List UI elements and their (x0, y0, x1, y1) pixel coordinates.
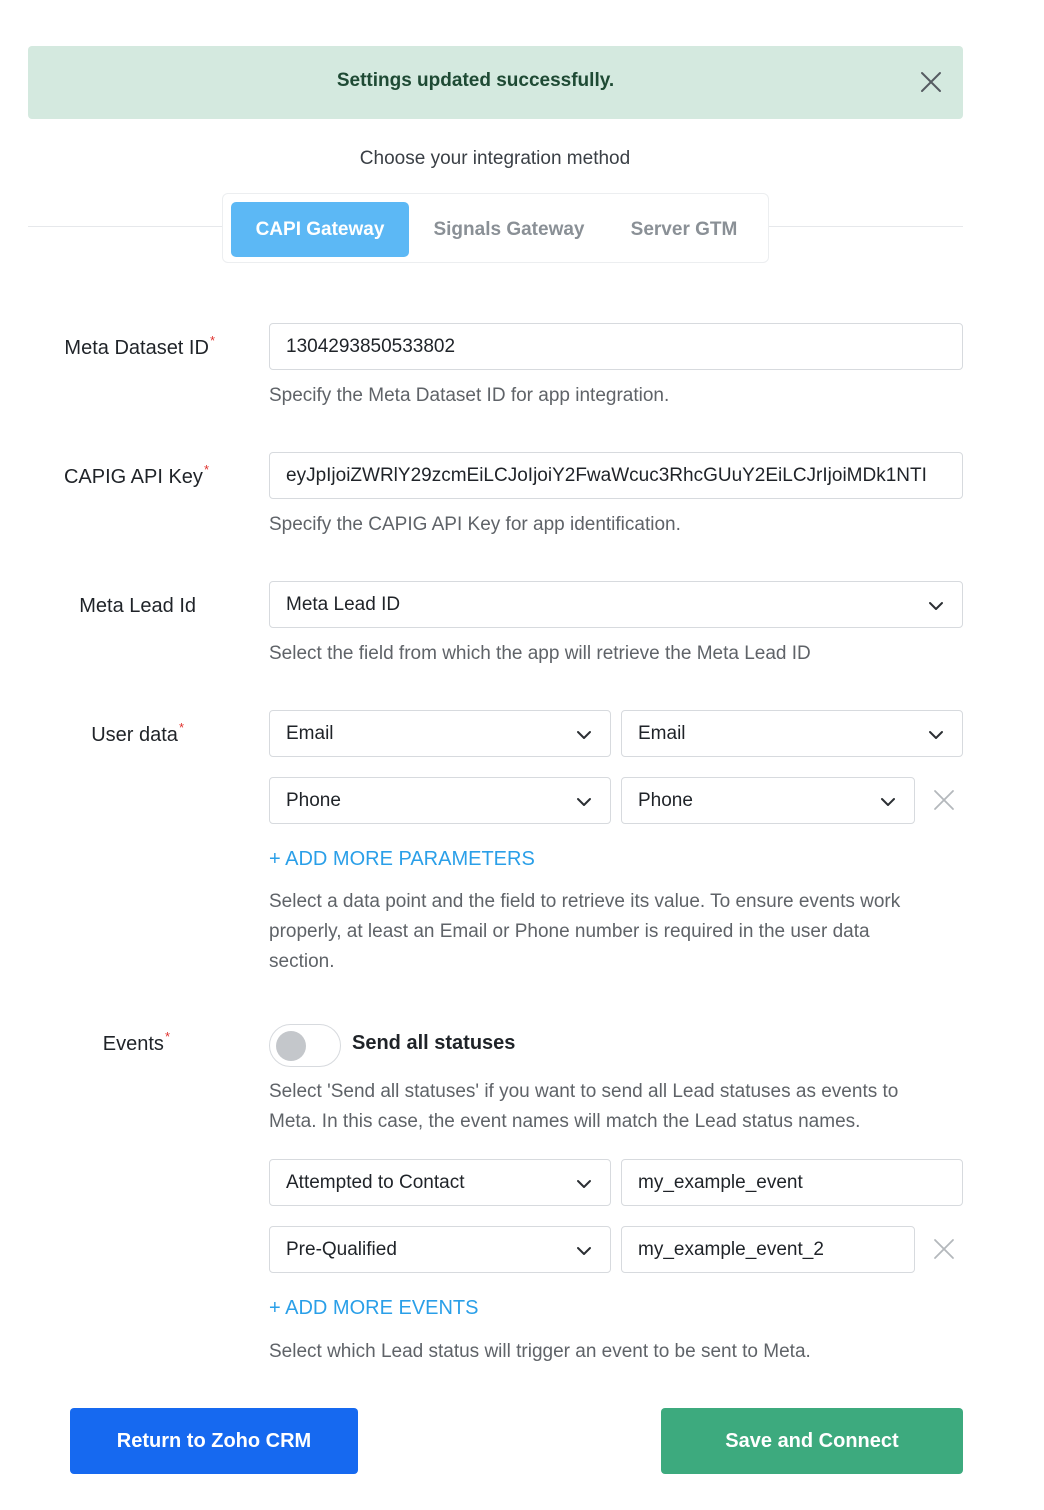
add-more-parameters-link[interactable]: + ADD MORE PARAMETERS (269, 848, 535, 870)
add-more-events-link[interactable]: + ADD MORE EVENTS (269, 1297, 479, 1319)
user-data-param-select[interactable]: Phone (269, 777, 611, 824)
lead-id-select[interactable] (269, 581, 963, 628)
send-all-statuses-toggle[interactable] (269, 1024, 341, 1067)
event-status-select[interactable]: Pre-Qualified (269, 1226, 611, 1273)
user-data-help: Select a data point and the field to retrieve its value. To ensure events work properly, at least an Email or Phone number is required in the user data section. (269, 891, 901, 972)
chevron-down-icon (927, 726, 945, 744)
user-data-field-select[interactable]: Email (621, 710, 963, 757)
close-icon[interactable] (919, 70, 943, 94)
integration-method-label: Choose your integration method (359, 148, 631, 169)
lead-id-help: Select the field from which the app will retrieve the Meta Lead ID (269, 643, 811, 664)
api-key-label: CAPIG API Key* (63, 462, 209, 488)
events-label: Events* (102, 1029, 170, 1055)
dataset-id-help: Specify the Meta Dataset ID for app integration. (269, 385, 670, 406)
api-key-help: Specify the CAPIG API Key for app identification. (269, 514, 681, 535)
tab-capi-gateway[interactable]: CAPI Gateway (231, 202, 409, 257)
chevron-down-icon (575, 1175, 593, 1193)
integration-tabs (222, 193, 769, 263)
alert-message: Settings updated successfully. (336, 70, 615, 91)
api-key-input[interactable]: eyJpIjoiZWRlY29zcmEiLCJoIjoiY2FwaWcuc3RhcGUuY2EiLCJrIjoiMDk1NTI (269, 452, 963, 499)
chevron-down-icon (879, 793, 897, 811)
chevron-down-icon (575, 1242, 593, 1260)
send-all-statuses-help: Select 'Send all statuses' if you want to send all Lead statuses as events to Meta. In this case, the event names will match the Lead status names. (269, 1081, 899, 1132)
lead-id-selected: Meta Lead ID (286, 594, 401, 615)
save-and-connect-button[interactable]: Save and Connect (661, 1408, 963, 1474)
toggle-knob (276, 1031, 306, 1061)
user-data-param-select[interactable]: Email (269, 710, 611, 757)
return-to-zoho-button[interactable]: Return to Zoho CRM (70, 1408, 358, 1474)
chevron-down-icon (927, 597, 945, 615)
required-mark: * (164, 1029, 170, 1044)
events-help: Select which Lead status will trigger an event to be sent to Meta. (269, 1341, 811, 1362)
success-alert (28, 46, 963, 119)
tab-server-gtm[interactable]: Server GTM (630, 219, 738, 240)
event-name-input[interactable]: my_example_event (621, 1159, 963, 1206)
send-all-statuses-label: Send all statuses (352, 1032, 516, 1054)
required-mark: * (178, 720, 184, 735)
user-data-field-select[interactable]: Phone (621, 777, 915, 824)
user-data-label: User data* (91, 720, 184, 746)
chevron-down-icon (575, 793, 593, 811)
chevron-down-icon (575, 726, 593, 744)
remove-row-icon[interactable] (931, 1236, 957, 1262)
tab-signals-gateway[interactable]: Signals Gateway (433, 219, 585, 240)
dataset-id-input[interactable]: 1304293850533802 (269, 323, 963, 370)
event-name-input[interactable]: my_example_event_2 (621, 1226, 915, 1273)
event-status-select[interactable]: Attempted to Contact (269, 1159, 611, 1206)
required-mark: * (209, 333, 215, 348)
dataset-id-label: Meta Dataset ID* (64, 333, 215, 359)
required-mark: * (203, 462, 209, 477)
lead-id-label: Meta Lead Id (79, 595, 196, 617)
remove-row-icon[interactable] (931, 787, 957, 813)
